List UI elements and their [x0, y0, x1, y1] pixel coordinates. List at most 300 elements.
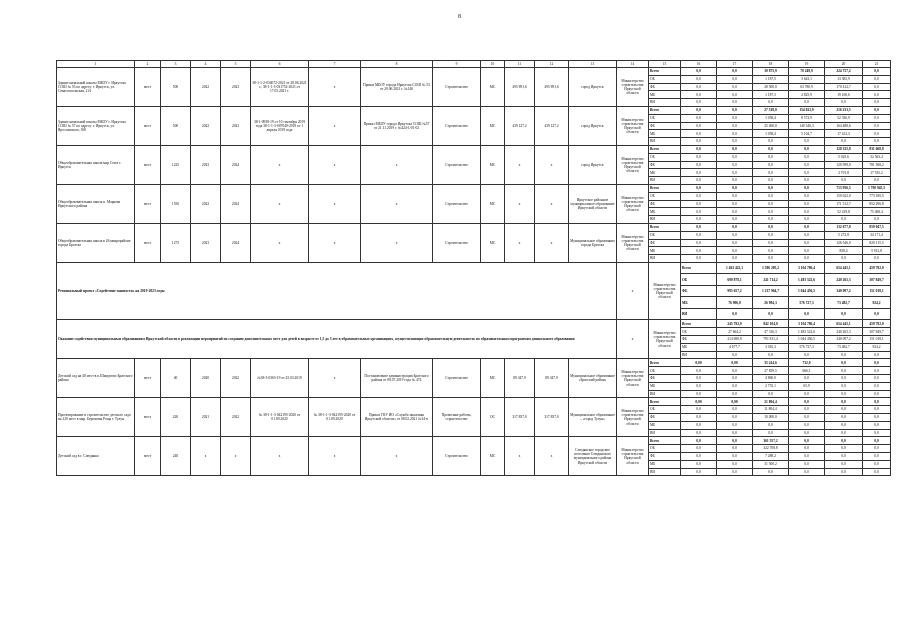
amount-cell: 0,0: [717, 390, 753, 398]
amount-cell: 1 044 456,5: [789, 336, 825, 344]
table-cell: х: [191, 437, 221, 476]
column-number: 5: [221, 61, 251, 68]
amount-cell: 0,0: [753, 208, 789, 216]
table-cell: Строительство: [433, 184, 481, 223]
amount-cell: 0,0: [825, 437, 863, 445]
amount-cell: 340 097,2: [825, 336, 863, 344]
amount-cell: 1 237 964,7: [753, 285, 789, 297]
table-cell: х: [505, 145, 535, 184]
table-cell: мест: [135, 184, 161, 223]
amount-cell: 150 022,0: [825, 192, 863, 200]
amount-cell: 0,0: [681, 200, 717, 208]
amount-cell: 0,0: [717, 351, 753, 359]
amount-cell: 32 563,4: [863, 153, 891, 161]
amount-cell: 0,0: [753, 177, 789, 185]
amount-cell: 0,0: [789, 169, 825, 177]
amount-cell: 0,0: [789, 437, 825, 445]
column-number: 21: [863, 61, 891, 68]
budget-table: [56, 60, 891, 476]
amount-cell: 31 500,2: [753, 460, 789, 468]
amount-cell: 0,0: [863, 413, 891, 421]
column-number: 11: [505, 61, 535, 68]
amount-cell: 241 714,2: [753, 274, 789, 286]
amount-cell: 0,0: [717, 91, 753, 99]
amount-cell: 245 792,0: [717, 320, 753, 328]
table-cell: город Иркутск: [569, 106, 617, 145]
amount-cell: 76 906,8: [717, 297, 753, 309]
object-name: Детский сад на 40 мест в п.Шмидтово Братского района: [57, 359, 135, 398]
amount-cell: 0,0: [789, 308, 825, 320]
amount-cell: 0,0: [789, 200, 825, 208]
amount-cell: 0,0: [789, 390, 825, 398]
section-name: Региональный проект «Содействие занятости» на 2019-2023 годы: [57, 262, 617, 320]
amount-cell: 3 016,3: [753, 343, 789, 351]
amount-cell: 924,2: [863, 343, 891, 351]
amount-cell: 0,0: [717, 68, 753, 76]
funding-source: ОБ: [649, 114, 681, 122]
amount-cell: 0,0: [863, 138, 891, 146]
column-number: 18: [753, 61, 789, 68]
table-cell: х: [617, 262, 649, 320]
table-cell: Министерство строительства Иркутской области: [617, 223, 649, 262]
amount-cell: 11 804,4: [753, 406, 789, 414]
funding-source: ФБ: [649, 200, 681, 208]
amount-cell: 0,0: [717, 216, 753, 224]
column-number: 20: [825, 61, 863, 68]
amount-cell: 0,0: [681, 382, 717, 390]
amount-cell: 0,0: [863, 468, 891, 476]
amount-cell: 10 000,0: [753, 413, 789, 421]
section-name: Оказание содействия муниципальным образованиям Иркутской области в реализации мероприятий по созданию дополнительных мест для детей в возрасте от 1,5 до 3 лет в образовательных организациях, осуществляющих образовательную деятельность по образовательным программам дошкольного образования: [57, 320, 617, 359]
amount-cell: 0,0: [753, 161, 789, 169]
amount-cell: 0,0: [863, 68, 891, 76]
table-cell: х: [309, 184, 361, 223]
amount-cell: 0,0: [717, 308, 753, 320]
table-cell: х: [505, 437, 535, 476]
amount-cell: 0,0: [789, 239, 825, 247]
table-cell: 317 857,0: [535, 398, 569, 437]
amount-cell: 0,0: [825, 398, 863, 406]
amount-cell: 19 160,6: [825, 91, 863, 99]
amount-cell: 690 878,1: [717, 274, 753, 286]
table-cell: Проектные работы, строительство: [433, 398, 481, 437]
amount-cell: 459 792,0: [863, 320, 891, 328]
table-cell: Министерство строительства Иркутской области: [617, 145, 649, 184]
amount-cell: 2 701,8: [825, 169, 863, 177]
amount-cell: 0,0: [717, 421, 753, 429]
funding-source: ВИ: [649, 177, 681, 185]
amount-cell: 0,0: [753, 351, 789, 359]
amount-cell: 831 668,8: [863, 145, 891, 153]
amount-cell: 0,0: [789, 177, 825, 185]
amount-cell: 63 780,9: [789, 83, 825, 91]
amount-cell: 0,0: [825, 413, 863, 421]
table-cell: Министерство строительства Иркутской области: [617, 68, 649, 107]
column-number: 19: [789, 61, 825, 68]
amount-cell: 35 414,6: [753, 359, 789, 367]
amount-cell: 0,0: [789, 351, 825, 359]
amount-cell: 0,0: [681, 75, 717, 83]
amount-cell: 3 104 786,4: [789, 320, 825, 328]
amount-cell: 0,0: [681, 192, 717, 200]
amount-cell: 214 690,9: [717, 336, 753, 344]
amount-cell: 170 412,7: [825, 83, 863, 91]
amount-cell: 0,0: [863, 398, 891, 406]
amount-cell: 0,0: [753, 184, 789, 192]
amount-cell: 0,0: [825, 255, 863, 263]
amount-cell: 21 804,4: [753, 398, 789, 406]
amount-cell: 0,0: [717, 375, 753, 383]
amount-cell: 0,0: [825, 99, 863, 107]
column-number: 2: [135, 61, 161, 68]
funding-source: ВИ: [649, 216, 681, 224]
amount-cell: 0,0: [753, 169, 789, 177]
amount-cell: 75 468,4: [863, 208, 891, 216]
amount-cell: 0,0: [717, 367, 753, 375]
funding-source: ВИ: [649, 429, 681, 437]
amount-cell: 0,0: [753, 192, 789, 200]
table-row: [57, 437, 891, 445]
amount-cell: 0,0: [717, 200, 753, 208]
table-cell: Строительство: [433, 437, 481, 476]
amount-cell: 654 445,1: [825, 320, 863, 328]
amount-cell: 0,0: [863, 216, 891, 224]
table-cell: Министерство строительства Иркутской области: [617, 184, 649, 223]
table-cell: Строительство: [433, 145, 481, 184]
amount-cell: 0,0: [717, 231, 753, 239]
table-cell: х: [535, 437, 569, 476]
amount-cell: 30 875,9: [753, 68, 789, 76]
table-cell: Министерство строительства Иркутской области: [649, 262, 681, 320]
table-cell: Строительство: [433, 68, 481, 107]
table-cell: Приказ ГКУ ИО «Служба заказчика Иркутской области» от 08.02.2021 №14-п: [361, 398, 433, 437]
amount-cell: 0,0: [753, 468, 789, 476]
amount-cell: 0,0: [681, 429, 717, 437]
amount-cell: 240 265,3: [825, 328, 863, 336]
amount-cell: 0,0: [863, 83, 891, 91]
amount-cell: 3 104 786,4: [789, 262, 825, 274]
amount-cell: 773 180,5: [863, 192, 891, 200]
table-cell: МС: [481, 145, 505, 184]
table-row: [57, 106, 891, 114]
amount-cell: 151 018,1: [863, 336, 891, 344]
amount-cell: 0,0: [717, 445, 753, 453]
table-cell: Министерство строительства Иркутской области: [617, 359, 649, 398]
amount-cell: 73 482,7: [825, 297, 863, 309]
amount-cell: 0,0: [863, 130, 891, 138]
table-cell: 2022: [221, 398, 251, 437]
table-cell: 240: [161, 437, 191, 476]
amount-cell: 322 708,8: [753, 445, 789, 453]
table-cell: Приказ МБОУ города Иркутска СОШ №57 от 21.11.2019 г. №424-1/01-02: [361, 106, 433, 145]
amount-cell: 0,0: [825, 406, 863, 414]
table-cell: 2022: [221, 359, 251, 398]
amount-cell: 0,0: [717, 99, 753, 107]
amount-cell: 0,0: [681, 91, 717, 99]
table-cell: мест: [135, 398, 161, 437]
table-cell: Министерство строительства Иркутской области: [617, 398, 649, 437]
funding-source: ОБ: [649, 192, 681, 200]
funding-source: ФБ: [649, 375, 681, 383]
amount-cell: 0,0: [681, 437, 717, 445]
table-cell: х: [535, 184, 569, 223]
amount-cell: 0,0: [681, 445, 717, 453]
amount-cell: 13 383,9: [825, 75, 863, 83]
table-cell: 439 127,2: [505, 106, 535, 145]
amount-cell: 154 022,9: [789, 106, 825, 114]
amount-cell: 0,0: [825, 138, 863, 146]
table-cell: №38-3-0365-19 от 25.03.2019: [251, 359, 309, 398]
column-number: 3: [161, 61, 191, 68]
amount-cell: 0,0: [681, 161, 717, 169]
table-cell: 317 857,0: [505, 398, 535, 437]
amount-cell: 0,0: [825, 382, 863, 390]
funding-source: Всего: [649, 437, 681, 445]
table-cell: Строительство: [433, 223, 481, 262]
table-cell: 2023: [191, 184, 221, 223]
amount-cell: 0,0: [753, 223, 789, 231]
table-cell: х: [361, 437, 433, 476]
amount-cell: 0,00: [717, 398, 753, 406]
amount-cell: 0,0: [717, 145, 753, 153]
funding-source: МБ: [649, 91, 681, 99]
table-cell: х: [361, 223, 433, 262]
amount-cell: 0,0: [863, 390, 891, 398]
amount-cell: 0,0: [789, 406, 825, 414]
amount-cell: 0,0: [681, 208, 717, 216]
table-cell: 2021: [191, 398, 221, 437]
amount-cell: 224 757,2: [825, 68, 863, 76]
amount-cell: 0,0: [717, 114, 753, 122]
amount-cell: 0,0: [863, 429, 891, 437]
column-number: 14: [617, 61, 649, 68]
amount-cell: 216 233,5: [825, 106, 863, 114]
column-number: 8: [361, 61, 433, 68]
amount-cell: 0,0: [863, 382, 891, 390]
amount-cell: 0,0: [681, 68, 717, 76]
amount-cell: 27 664,2: [717, 328, 753, 336]
amount-cell: 1 058,4: [753, 130, 789, 138]
amount-cell: 0,0: [789, 184, 825, 192]
amount-cell: 26 994,3: [753, 297, 789, 309]
amount-cell: 0,0: [717, 130, 753, 138]
amount-cell: 0,0: [717, 406, 753, 414]
amount-cell: 0,0: [863, 308, 891, 320]
table-cell: х: [309, 359, 361, 398]
amount-cell: 1 586 205,2: [753, 262, 789, 274]
amount-cell: 307 849,7: [863, 274, 891, 286]
table-cell: мест: [135, 359, 161, 398]
table-cell: Слюдянское городское поселение Слюдянского муниципального района Иркутской области: [569, 437, 617, 476]
amount-cell: 5 272,8: [825, 231, 863, 239]
table-cell: 89 347,9: [535, 359, 569, 398]
object-name: Общеобразовательная школа в 26 микрорайоне города Братска: [57, 223, 135, 262]
amount-cell: 0,0: [753, 138, 789, 146]
amount-cell: 17 412,3: [825, 130, 863, 138]
amount-cell: 140 346,3: [789, 122, 825, 130]
column-number: 9: [433, 61, 481, 68]
amount-cell: 0,0: [825, 452, 863, 460]
amount-cell: 0,0: [681, 106, 717, 114]
amount-cell: 0,0: [825, 390, 863, 398]
object-name: Здание начальной школы МБОУ г. Иркутска СОШ № 57 по адресу: г. Иркутск, ул. Ярославского, 300: [57, 106, 135, 145]
funding-source: ОБ: [649, 445, 681, 453]
amount-cell: 52 356,9: [825, 114, 863, 122]
amount-cell: 0,0: [717, 468, 753, 476]
column-number: 13: [569, 61, 617, 68]
table-cell: 500: [161, 68, 191, 107]
table-cell: Приказ МБОУ города Иркутска СОШ № 53 от 29.06.2021 г. №146: [361, 68, 433, 107]
funding-source: МБ: [649, 247, 681, 255]
amount-cell: 0,0: [681, 99, 717, 107]
amount-cell: 0,0: [753, 255, 789, 263]
amount-cell: 1 700 945,5: [863, 184, 891, 192]
table-cell: Строительство: [433, 106, 481, 145]
amount-cell: 0,0: [717, 75, 753, 83]
funding-source: ОБ: [649, 367, 681, 375]
amount-cell: 0,0: [681, 406, 717, 414]
amount-cell: 0,0: [681, 122, 717, 130]
table-cell: Муниципальное образование «Братский район»: [569, 359, 617, 398]
column-number: 16: [681, 61, 717, 68]
funding-source: ОБ: [649, 153, 681, 161]
table-cell: х: [361, 145, 433, 184]
table-cell: № 38-1-1-3-042195-2020 от 01.09.2020: [251, 398, 309, 437]
amount-cell: 0,0: [825, 468, 863, 476]
funding-source: Всего: [649, 223, 681, 231]
table-cell: Иркутское районное муниципальное образование Иркутской области: [569, 184, 617, 223]
funding-source: ФБ: [681, 285, 717, 297]
amount-cell: 5 104,7: [789, 130, 825, 138]
amount-cell: 0,0: [825, 351, 863, 359]
amount-cell: 0,0: [789, 247, 825, 255]
amount-cell: 0,0: [789, 421, 825, 429]
table-cell: мест: [135, 145, 161, 184]
amount-cell: 0,0: [863, 460, 891, 468]
amount-cell: 0,0: [789, 145, 825, 153]
amount-cell: 0,0: [681, 223, 717, 231]
table-cell: 2023: [221, 68, 251, 107]
funding-source: ФБ: [649, 83, 681, 91]
amount-cell: 459 792,0: [863, 262, 891, 274]
amount-cell: 0,0: [681, 138, 717, 146]
amount-cell: 73 482,7: [825, 343, 863, 351]
table-cell: 439 127,2: [535, 106, 569, 145]
amount-cell: 858,4: [825, 247, 863, 255]
column-number: 4: [191, 61, 221, 68]
amount-cell: 576 727,3: [789, 343, 825, 351]
table-cell: х: [221, 437, 251, 476]
amount-cell: 240 265,3: [825, 274, 863, 286]
table-cell: х: [309, 106, 361, 145]
amount-cell: 0,0: [863, 375, 891, 383]
amount-cell: 0,0: [681, 145, 717, 153]
amount-cell: 0,0: [825, 445, 863, 453]
table-row: [57, 320, 891, 328]
table-cell: Министерство строительства Иркутской области: [649, 320, 681, 359]
amount-cell: 1 058,4: [753, 114, 789, 122]
amount-cell: 0,0: [717, 161, 753, 169]
amount-cell: 0,0: [789, 153, 825, 161]
amount-cell: 0,0: [863, 106, 891, 114]
funding-source: ОБ: [681, 274, 717, 286]
amount-cell: 0,0: [753, 239, 789, 247]
amount-cell: 0,0: [789, 99, 825, 107]
amount-cell: 0,0: [789, 223, 825, 231]
amount-cell: 0,0: [717, 153, 753, 161]
amount-cell: 340 097,2: [825, 285, 863, 297]
table-cell: х: [535, 145, 569, 184]
object-name: Проектирование и строительство детского сада на 220 мест в мкр. Березовая Роща г. Тулун: [57, 398, 135, 437]
funding-source: Всего: [681, 320, 717, 328]
table-cell: 2022: [191, 68, 221, 107]
amount-cell: 0,0: [789, 460, 825, 468]
table-cell: Министерство строительства Иркутской области: [617, 437, 649, 476]
table-cell: х: [309, 145, 361, 184]
funding-source: ФБ: [649, 122, 681, 130]
amount-cell: 0,0: [789, 413, 825, 421]
table-cell: 2023: [191, 223, 221, 262]
column-number: 17: [717, 61, 753, 68]
amount-cell: 0,0: [681, 468, 717, 476]
amount-cell: 713 956,5: [825, 184, 863, 192]
amount-cell: 120 599,0: [825, 161, 863, 169]
amount-cell: 0,0: [863, 421, 891, 429]
amount-cell: 307 849,7: [863, 328, 891, 336]
funding-source: Всего: [649, 184, 681, 192]
table-cell: 89 347,9: [505, 359, 535, 398]
table-cell: Муниципальное образование города Братска: [569, 223, 617, 262]
amount-cell: 0,0: [789, 192, 825, 200]
amount-cell: 0,0: [717, 382, 753, 390]
amount-cell: 171 512,7: [825, 200, 863, 208]
table-cell: 220: [161, 398, 191, 437]
amount-cell: 361 557,2: [753, 437, 789, 445]
table-cell: 2020: [191, 359, 221, 398]
amount-cell: 0,0: [717, 223, 753, 231]
amount-cell: 0,0: [681, 231, 717, 239]
amount-cell: 820 115,5: [863, 239, 891, 247]
table-cell: 2022: [191, 106, 221, 145]
amount-cell: 0,0: [681, 375, 717, 383]
funding-source: Всего: [649, 398, 681, 406]
object-name: Здание начальной школы МБОУ г. Иркутска СОШ № 53 по адресу: г. Иркутск, ул. Севастопольская, 214: [57, 68, 135, 107]
funding-source: ОБ: [649, 231, 681, 239]
amount-cell: 0,0: [789, 398, 825, 406]
column-number: 6: [251, 61, 309, 68]
table-row: [57, 398, 891, 406]
amount-cell: 0,0: [717, 138, 753, 146]
table-cell: город Иркутск: [569, 68, 617, 107]
amount-cell: 0,0: [789, 452, 825, 460]
funding-source: МБ: [649, 169, 681, 177]
table-cell: 1550: [161, 184, 191, 223]
amount-cell: 2 825,9: [789, 91, 825, 99]
funding-source: МБ: [649, 382, 681, 390]
amount-cell: 0,0: [753, 429, 789, 437]
amount-cell: 924,2: [863, 297, 891, 309]
table-cell: 1275: [161, 223, 191, 262]
amount-cell: 0,0: [863, 99, 891, 107]
amount-cell: 0,0: [863, 445, 891, 453]
amount-cell: 0,0: [863, 452, 891, 460]
table-cell: х: [505, 184, 535, 223]
amount-cell: 0,0: [863, 75, 891, 83]
table-cell: Муниципальное образование – «город Тулун»: [569, 398, 617, 437]
amount-cell: 0,0: [717, 247, 753, 255]
amount-cell: 0,0: [863, 351, 891, 359]
table-cell: х: [361, 184, 433, 223]
